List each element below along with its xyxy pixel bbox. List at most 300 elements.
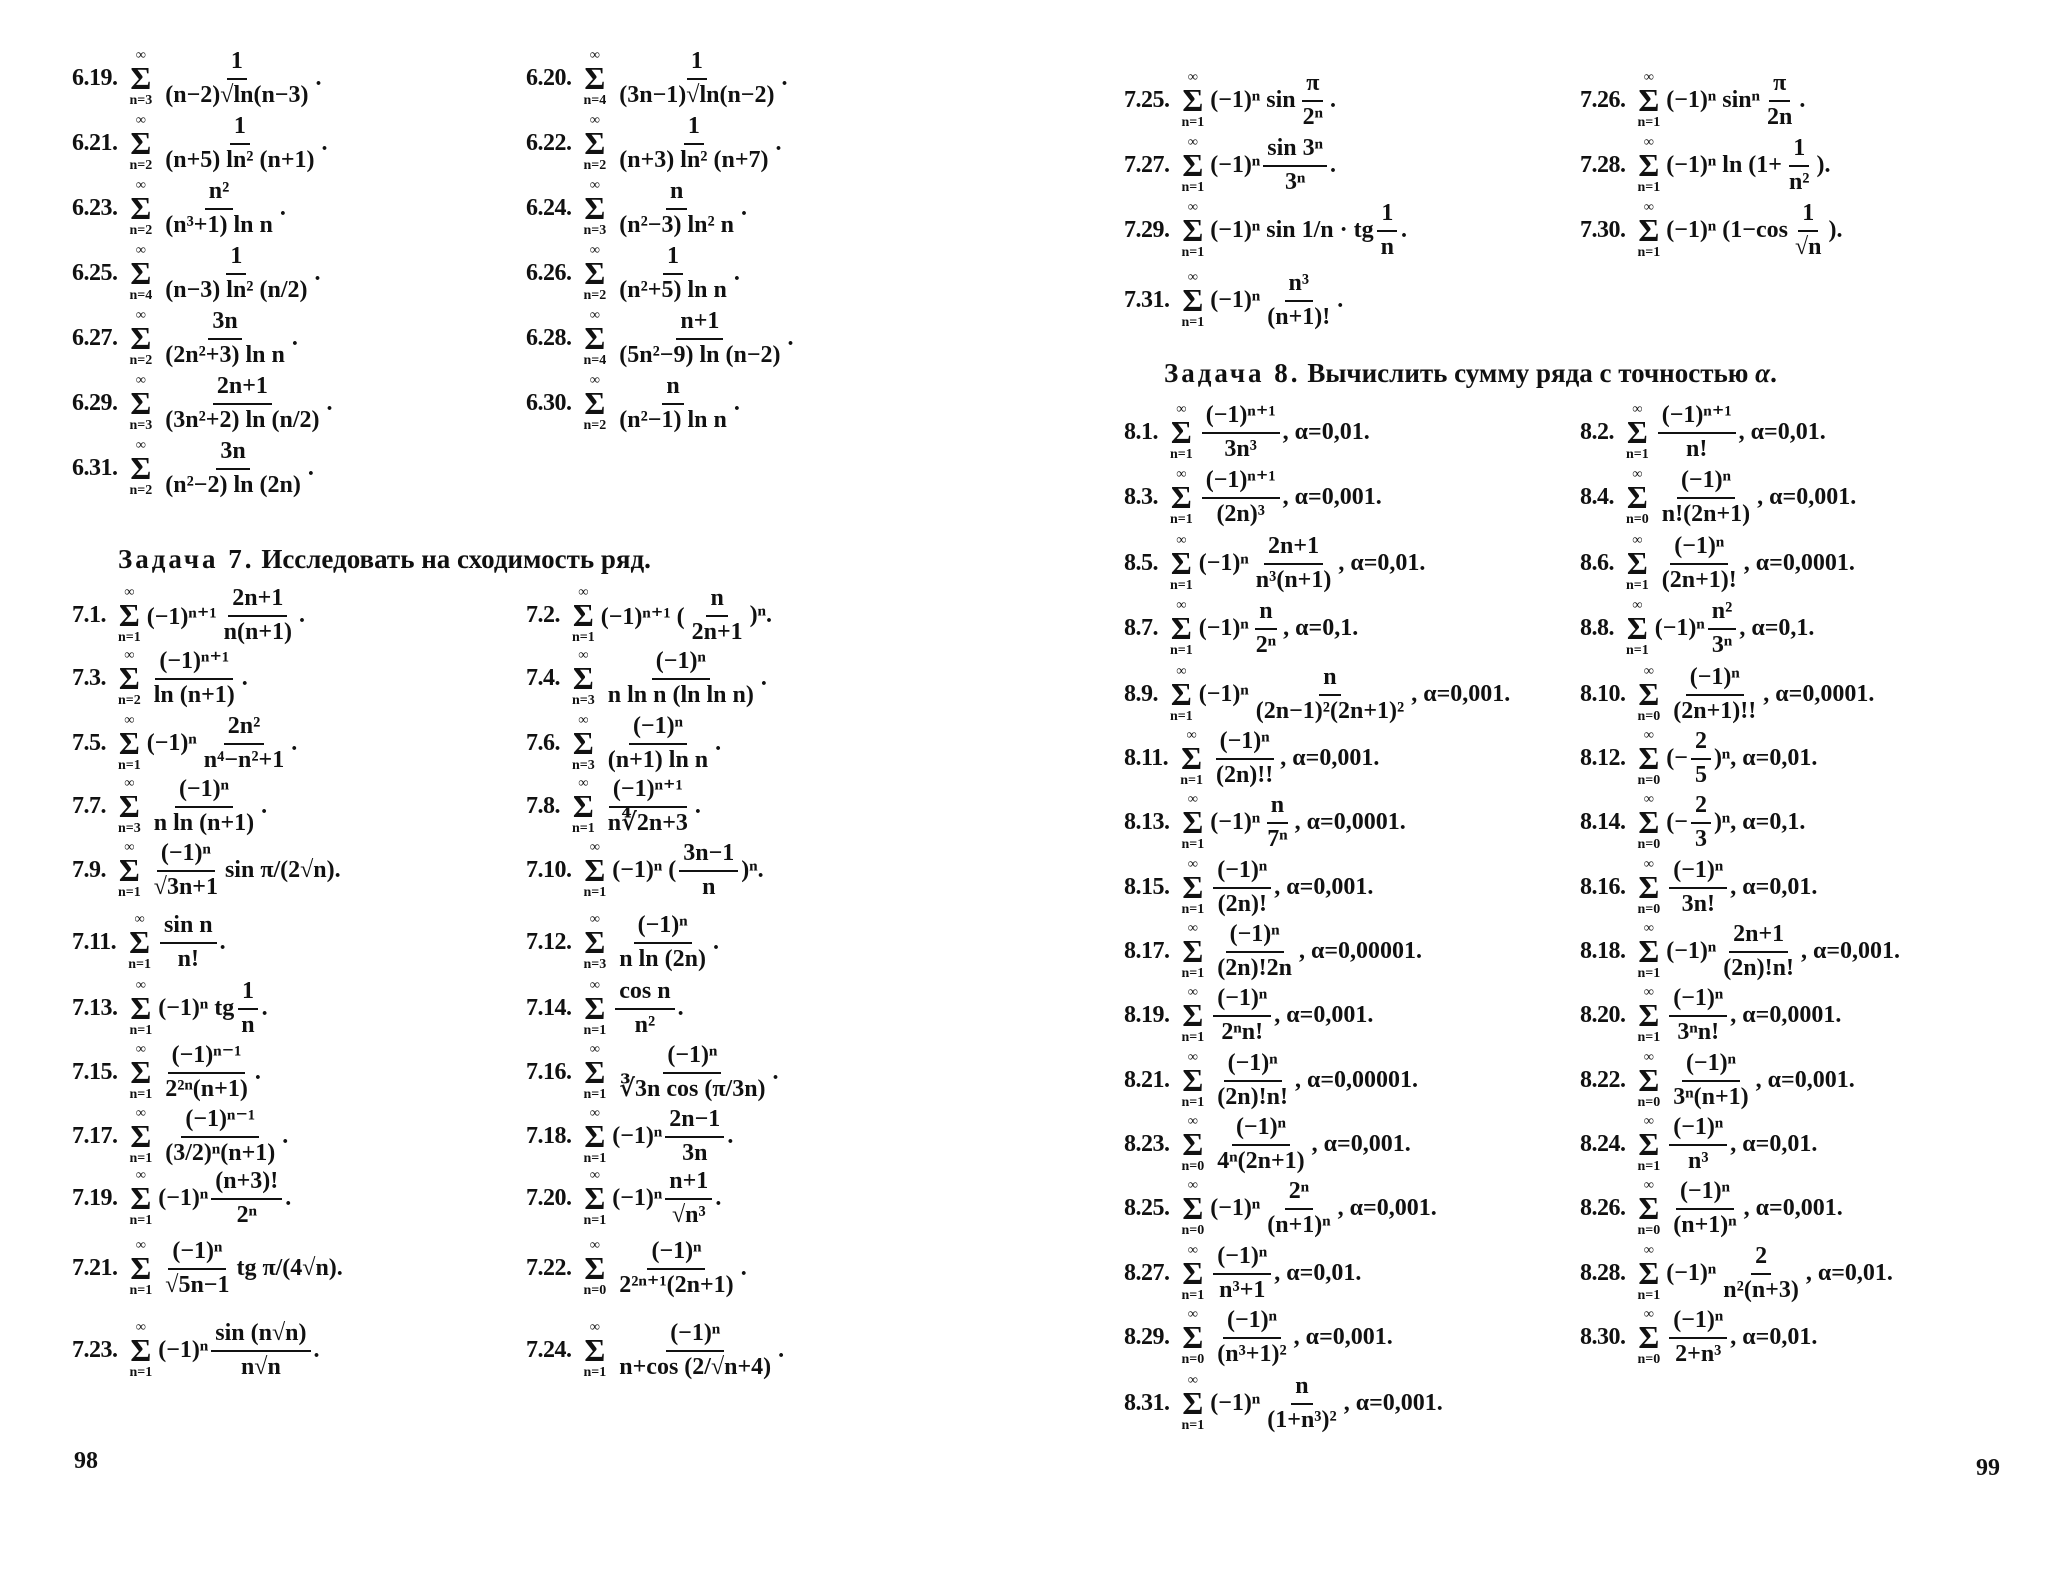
sum-lower-limit: n=1 (572, 629, 595, 645)
numerator: n² (1708, 598, 1737, 630)
sum-upper-limit: ∞ (1186, 728, 1197, 744)
numerator: (n+3)! (211, 1168, 282, 1200)
fraction (1691, 792, 1711, 853)
problem-number: 7.1. (72, 602, 106, 629)
problem-item (1580, 1243, 1893, 1304)
fraction (220, 585, 296, 646)
sigma-symbol: Σ (1182, 1255, 1204, 1292)
page-number-left: 98 (74, 1448, 98, 1474)
series-expression (1182, 270, 1344, 331)
term-prefix: (−1)ⁿ (1666, 938, 1717, 965)
problem-number: 7.18. (526, 1123, 572, 1150)
sigma-symbol: Σ (130, 1180, 152, 1217)
series-expression (584, 1168, 722, 1229)
sum-upper-limit: ∞ (1187, 1243, 1198, 1259)
problem-item (1580, 1050, 1855, 1111)
sum-upper-limit: ∞ (1176, 533, 1187, 549)
series-expression (130, 1168, 292, 1229)
problem-number: 7.14. (526, 995, 572, 1022)
series-expression (1638, 857, 1818, 918)
sum-upper-limit: ∞ (1643, 1114, 1654, 1130)
sum-lower-limit: n=1 (1170, 511, 1193, 527)
term-suffix: , α=0,001. (1282, 484, 1382, 511)
problem-item (1580, 135, 1831, 196)
denominator: (2n)!n! (1217, 1083, 1288, 1110)
sum-lower-limit: n=3 (583, 956, 607, 972)
term-prefix: (−1)ⁿ (1210, 1390, 1261, 1417)
problem-item (526, 840, 764, 901)
term-suffix: . (760, 665, 767, 692)
sum-lower-limit: n=0 (1637, 1351, 1661, 1367)
sum-lower-limit: n=3 (129, 92, 153, 108)
problem-number: 7.28. (1580, 152, 1626, 179)
numerator: n³ (1285, 270, 1314, 302)
fraction (1263, 135, 1327, 196)
problem-number: 6.27. (72, 325, 118, 352)
sigma-symbol: Σ (584, 1180, 606, 1217)
problem-number: 8.12. (1580, 745, 1626, 772)
fraction (1708, 598, 1737, 659)
numerator: n (1319, 664, 1340, 696)
numerator: (−1)ⁿ (1213, 857, 1271, 889)
term-suffix: )ⁿ. (741, 857, 764, 884)
series-expression (130, 178, 286, 239)
term-suffix: , α=0,00001. (1298, 938, 1423, 965)
term-suffix: . (1401, 217, 1407, 244)
sigma-symbol: Σ (130, 255, 152, 292)
sum-lower-limit: n=1 (1170, 446, 1193, 462)
problem-item (72, 1320, 320, 1381)
fraction (1691, 728, 1711, 789)
fraction (665, 1168, 712, 1229)
problem-number: 6.25. (72, 260, 118, 287)
sum-lower-limit: n=2 (129, 222, 153, 238)
problem-item (72, 1238, 343, 1299)
sigma-symbol: Σ (1638, 1126, 1660, 1163)
problem-item (526, 1238, 747, 1299)
numerator: 3n (208, 308, 241, 340)
series-expression (1626, 598, 1814, 659)
problem-number: 8.19. (1124, 1002, 1170, 1029)
term-suffix: . (285, 1185, 292, 1212)
denominator: n(n+1) (223, 618, 292, 645)
problem-item (1580, 857, 1817, 918)
sum-upper-limit: ∞ (589, 373, 600, 389)
numerator: (−1)ⁿ (652, 648, 710, 680)
numerator: n+1 (665, 1168, 712, 1200)
sigma-symbol: Σ (572, 597, 594, 634)
numerator: (−1)ⁿ⁺¹ (609, 776, 687, 808)
fraction (1719, 921, 1798, 982)
sum-lower-limit: n=1 (583, 1022, 607, 1038)
sum-lower-limit: n=2 (118, 692, 141, 708)
problem-item (72, 713, 297, 774)
fraction (237, 978, 258, 1039)
term-prefix: (−1)ⁿ (1654, 615, 1705, 642)
term-suffix: , α=0,001. (1274, 874, 1374, 901)
term-suffix: . (727, 1123, 734, 1150)
numerator: 1 (684, 113, 704, 145)
term-suffix: . (781, 65, 788, 92)
series-expression (1626, 467, 1856, 528)
summation-sign (130, 374, 153, 432)
problem-number: 7.11. (72, 929, 117, 956)
problem-number: 7.16. (526, 1059, 572, 1086)
denominator: (2n)!2n (1217, 954, 1292, 981)
term-suffix: . (326, 390, 333, 417)
sigma-symbol: Σ (1638, 1190, 1660, 1227)
problem-number: 7.5. (72, 730, 106, 757)
term-suffix: , α=0,001. (1800, 938, 1901, 965)
fraction (688, 585, 747, 646)
summation-sign (572, 586, 595, 644)
series-expression (1638, 792, 1806, 853)
numerator: n (1267, 792, 1288, 824)
series-expression (1182, 1050, 1419, 1111)
problem-number: 7.22. (526, 1255, 572, 1282)
sum-upper-limit: ∞ (1643, 985, 1654, 1001)
term-suffix: ). (1816, 152, 1831, 179)
right-page (1036, 0, 2072, 1579)
problem-item (526, 1042, 779, 1103)
series-expression (1182, 921, 1423, 982)
denominator: √3n+1 (153, 873, 218, 900)
problem-item (72, 1106, 288, 1167)
sum-lower-limit: n=1 (129, 1364, 153, 1380)
term-suffix: . (741, 195, 748, 222)
sum-upper-limit: ∞ (124, 840, 135, 856)
summation-sign (130, 439, 153, 497)
sum-upper-limit: ∞ (589, 912, 600, 928)
sigma-symbol: Σ (1638, 997, 1660, 1034)
summation-sign (118, 649, 141, 707)
problem-number: 7.30. (1580, 217, 1626, 244)
numerator: 1 (227, 48, 247, 80)
sum-upper-limit: ∞ (1187, 1114, 1198, 1130)
problem-item (1124, 1307, 1393, 1368)
problem-item (526, 912, 719, 973)
numerator: 1 (663, 243, 683, 275)
term-suffix: . (241, 665, 248, 692)
series-expression (1638, 664, 1875, 725)
term-prefix: (−1)ⁿ (146, 730, 197, 757)
sum-upper-limit: ∞ (1643, 728, 1654, 744)
series-expression (1182, 135, 1336, 196)
problem-number: 8.22. (1580, 1067, 1626, 1094)
fraction (1213, 1307, 1290, 1368)
problem-number: 8.5. (1124, 550, 1158, 577)
sigma-symbol: Σ (130, 1118, 152, 1155)
sigma-symbol: Σ (584, 1250, 606, 1287)
summation-sign (1170, 665, 1193, 723)
summation-sign (1182, 986, 1205, 1044)
fraction (1213, 857, 1271, 918)
term-prefix: (−1)ⁿ sinⁿ (1666, 87, 1760, 114)
fraction (1213, 921, 1296, 982)
sum-lower-limit: n=2 (129, 352, 153, 368)
fraction (615, 178, 738, 239)
sigma-symbol: Σ (584, 852, 606, 889)
summation-sign (1182, 136, 1205, 194)
fraction (615, 912, 710, 973)
series-expression (128, 912, 225, 973)
denominator: n³+1 (1219, 1276, 1266, 1303)
problem-number: 7.20. (526, 1185, 572, 1212)
sigma-symbol: Σ (1638, 147, 1660, 184)
summation-sign (1182, 71, 1205, 129)
fraction (1658, 467, 1754, 528)
problem-item (1580, 792, 1805, 853)
problem-number: 8.29. (1124, 1324, 1170, 1351)
problem-item (526, 1168, 721, 1229)
problem-number: 7.26. (1580, 87, 1626, 114)
sum-upper-limit: ∞ (1187, 1373, 1198, 1389)
sum-upper-limit: ∞ (1176, 664, 1187, 680)
fraction (615, 1238, 737, 1299)
problem-item (526, 48, 787, 109)
problem-number: 7.4. (526, 665, 560, 692)
sum-upper-limit: ∞ (135, 1042, 146, 1058)
sum-lower-limit: n=0 (1637, 772, 1661, 788)
sigma-symbol: Σ (584, 190, 606, 227)
series-expression (130, 438, 314, 499)
fraction (1719, 1243, 1803, 1304)
problem-number: 7.31. (1124, 287, 1170, 314)
summation-sign (1182, 271, 1205, 329)
summation-sign (118, 841, 141, 899)
problem-item (1124, 598, 1358, 659)
denominator: 7ⁿ (1267, 825, 1288, 852)
series-expression (130, 1106, 289, 1167)
problem-number: 8.7. (1124, 615, 1158, 642)
term-suffix: , α=0,001. (1311, 1131, 1411, 1158)
problem-item (1124, 1114, 1411, 1175)
series-expression (1626, 402, 1826, 463)
series-expression (1182, 1243, 1362, 1304)
numerator: (−1)ⁿ (1676, 1178, 1734, 1210)
term-suffix: , α=0,00001. (1294, 1067, 1419, 1094)
sum-lower-limit: n=1 (1637, 1158, 1661, 1174)
sum-lower-limit: n=1 (1170, 642, 1193, 658)
term-suffix: . (291, 325, 298, 352)
summation-sign (130, 1321, 153, 1379)
term-suffix: , α=0,0001. (1294, 809, 1406, 836)
series-expression (1626, 533, 1855, 594)
term-suffix: . (740, 1255, 747, 1282)
problem-number: 6.28. (526, 325, 572, 352)
task-8-label: Задача 8. (1164, 358, 1301, 388)
sigma-symbol: Σ (1182, 1126, 1204, 1163)
sigma-symbol: Σ (130, 60, 152, 97)
sigma-symbol: Σ (1182, 997, 1204, 1034)
numerator: π (1302, 70, 1323, 102)
denominator: n (1380, 233, 1394, 260)
sum-lower-limit: n=0 (1181, 1222, 1205, 1238)
summation-sign (584, 309, 607, 367)
fraction (604, 648, 758, 709)
numerator: (−1)ⁿ (1226, 921, 1284, 953)
summation-sign (1170, 403, 1193, 461)
sigma-symbol: Σ (1182, 282, 1204, 319)
problem-number: 7.7. (72, 793, 106, 820)
task-8-text: Вычислить сумму ряда с точностью (1307, 358, 1749, 388)
denominator: (2n)!n! (1723, 954, 1794, 981)
series-expression (130, 1320, 320, 1381)
problem-item (1124, 792, 1406, 853)
sum-upper-limit: ∞ (589, 1320, 600, 1336)
sum-upper-limit: ∞ (1187, 985, 1198, 1001)
fraction (679, 840, 738, 901)
problem-number: 8.11. (1124, 745, 1169, 772)
problem-item (72, 978, 268, 1039)
numerator: (−1)ⁿ (175, 776, 233, 808)
denominator: 3n! (1681, 890, 1715, 917)
sigma-symbol: Σ (118, 597, 140, 634)
fraction (1202, 467, 1280, 528)
numerator: (−1)ⁿ⁻¹ (181, 1106, 259, 1138)
denominator: (2n)! (1217, 890, 1267, 917)
fraction (1658, 533, 1741, 594)
summation-sign (584, 114, 607, 172)
sum-lower-limit: n=1 (1181, 244, 1205, 260)
series-expression (1182, 1178, 1437, 1239)
sigma-symbol: Σ (1638, 740, 1660, 777)
problem-number: 8.8. (1580, 615, 1614, 642)
series-expression (584, 48, 788, 109)
sum-lower-limit: n=1 (1181, 114, 1205, 130)
sigma-symbol: Σ (1638, 1062, 1660, 1099)
fraction (1785, 135, 1814, 196)
denominator: 3 (1694, 825, 1707, 852)
sum-upper-limit: ∞ (589, 178, 600, 194)
numerator: 1 (1798, 200, 1818, 232)
fraction (161, 113, 318, 174)
page-number-right: 99 (1976, 1455, 2000, 1481)
series-expression (584, 243, 740, 304)
denominator: (3n²+2) ln (n/2) (165, 406, 320, 433)
term-suffix: . (733, 260, 740, 287)
sum-upper-limit: ∞ (1187, 857, 1198, 873)
sigma-symbol: Σ (1638, 1255, 1660, 1292)
summation-sign (1638, 858, 1661, 916)
numerator: n (662, 373, 683, 405)
term-suffix: , α=0,1. (1283, 615, 1359, 642)
problem-number: 7.24. (526, 1337, 572, 1364)
sum-lower-limit: n=1 (1181, 1094, 1205, 1110)
sum-upper-limit: ∞ (589, 48, 600, 64)
problem-item (1580, 921, 1900, 982)
numerator: cos n (615, 978, 674, 1010)
problem-number: 8.20. (1580, 1002, 1626, 1029)
term-suffix: , α=0,001. (1274, 1002, 1374, 1029)
problem-item (1124, 664, 1510, 725)
sum-lower-limit: n=0 (1637, 1222, 1661, 1238)
numerator: 2n−1 (665, 1106, 724, 1138)
sum-upper-limit: ∞ (589, 840, 600, 856)
summation-sign (130, 244, 153, 302)
sum-lower-limit: n=1 (1181, 314, 1205, 330)
numerator: (−1)ⁿ⁺¹ (1658, 402, 1736, 434)
problem-number: 8.15. (1124, 874, 1170, 901)
sum-upper-limit: ∞ (135, 373, 146, 389)
sigma-symbol: Σ (118, 852, 140, 889)
problem-number: 7.19. (72, 1185, 118, 1212)
sigma-symbol: Σ (584, 385, 606, 422)
fraction (615, 308, 784, 369)
problem-number: 8.24. (1580, 1131, 1626, 1158)
numerator: 1 (1789, 135, 1809, 167)
numerator: (−1)ⁿ (157, 840, 215, 872)
fraction (615, 978, 674, 1039)
summation-sign (118, 714, 141, 772)
sigma-symbol: Σ (584, 1054, 606, 1091)
term-prefix: (−1)ⁿ (1198, 681, 1249, 708)
denominator: 4ⁿ(2n+1) (1217, 1147, 1305, 1174)
term-suffix: . (787, 325, 794, 352)
series-expression (1182, 1373, 1443, 1434)
denominator: 2ⁿ (1302, 103, 1323, 130)
problem-number: 7.2. (526, 602, 560, 629)
denominator: (n−3) ln² (n/2) (165, 276, 308, 303)
problem-item (1124, 728, 1379, 789)
sigma-symbol: Σ (1182, 804, 1204, 841)
denominator: (3/2)ⁿ(n+1) (165, 1139, 276, 1166)
sum-upper-limit: ∞ (1632, 402, 1643, 418)
problem-item (526, 1106, 733, 1167)
problem-item (526, 978, 684, 1039)
summation-sign (1170, 599, 1193, 657)
sum-upper-limit: ∞ (124, 713, 135, 729)
series-expression (584, 308, 794, 369)
sum-lower-limit: n=2 (583, 287, 607, 303)
series-expression (1180, 728, 1379, 789)
series-expression (130, 243, 321, 304)
summation-sign (584, 244, 607, 302)
sum-lower-limit: n=1 (1170, 577, 1193, 593)
term-suffix: , α=0,001. (1411, 681, 1511, 708)
summation-sign (1638, 922, 1661, 980)
problem-number: 7.13. (72, 995, 118, 1022)
sum-upper-limit: ∞ (1187, 921, 1198, 937)
term-suffix: . (219, 929, 226, 956)
sigma-symbol: Σ (1626, 414, 1648, 451)
term-suffix: . (772, 1059, 779, 1086)
series-expression (1638, 1178, 1843, 1239)
sigma-symbol: Σ (584, 1332, 606, 1369)
problem-number: 6.26. (526, 260, 572, 287)
series-expression (1182, 70, 1336, 131)
sum-lower-limit: n=0 (1181, 1351, 1205, 1367)
series-expression (1170, 664, 1510, 725)
summation-sign (584, 979, 607, 1037)
problem-item (72, 178, 286, 239)
term-suffix: , α=0,01. (1274, 1260, 1362, 1287)
sum-lower-limit: n=0 (1626, 511, 1649, 527)
problem-number: 8.17. (1124, 938, 1170, 965)
summation-sign (118, 777, 141, 835)
fraction (1252, 533, 1336, 594)
problem-number: 8.6. (1580, 550, 1614, 577)
sigma-symbol: Σ (130, 450, 152, 487)
sum-lower-limit: n=1 (583, 884, 607, 900)
problem-item (72, 585, 305, 646)
numerator: (−1)ⁿ (1216, 728, 1274, 760)
series-expression (1170, 598, 1358, 659)
summation-sign (1638, 1308, 1661, 1366)
series-expression (130, 373, 333, 434)
summation-sign (130, 1169, 153, 1227)
problem-item (1580, 598, 1814, 659)
